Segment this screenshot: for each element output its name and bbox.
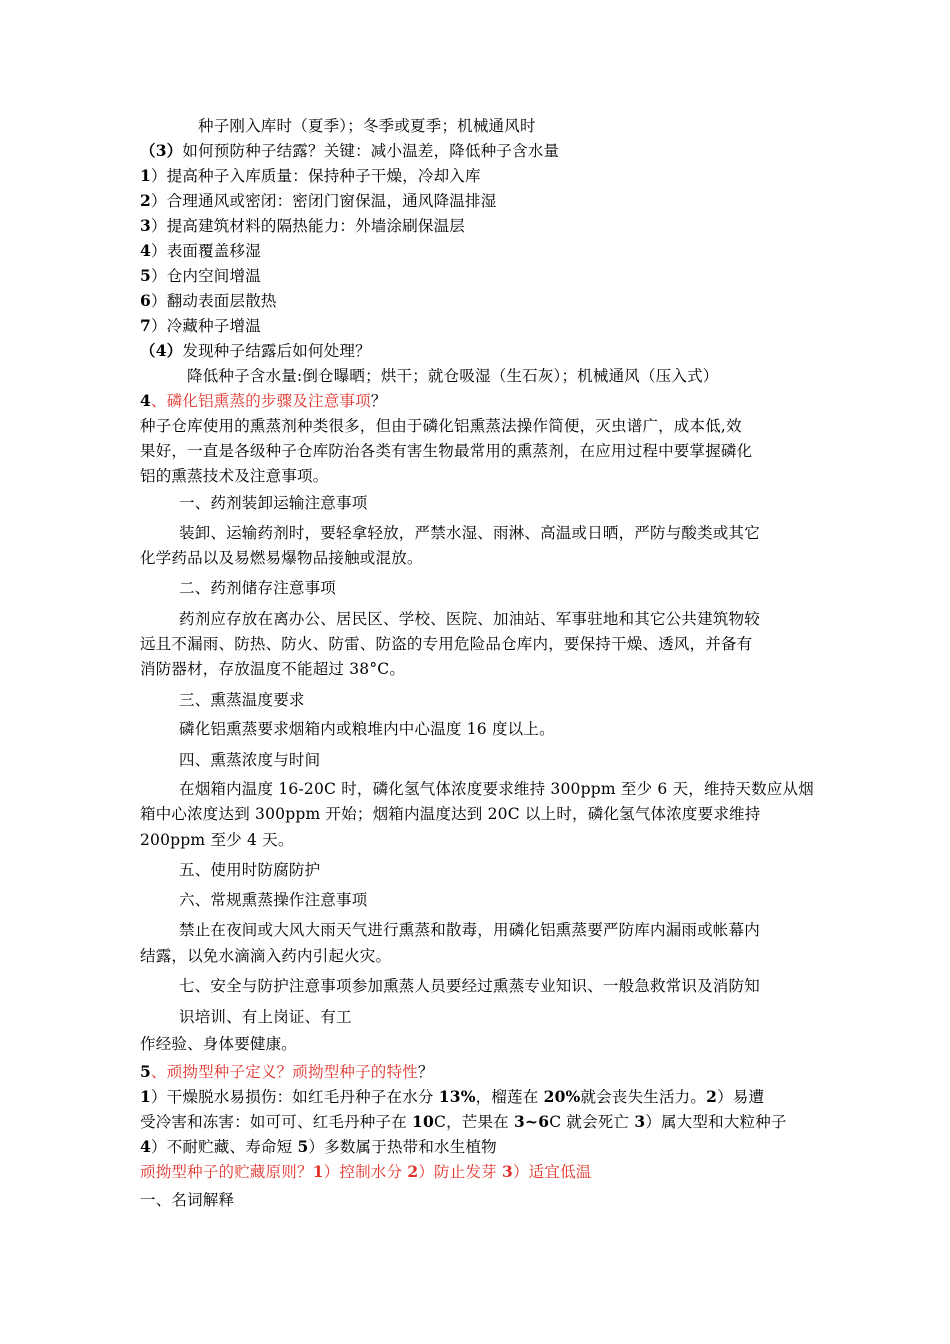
list-item (140, 164, 481, 188)
inline-text: C，芒果在 (434, 1113, 515, 1131)
inline-text: ）适宜低温 (512, 1163, 592, 1181)
paragraph-line (140, 1085, 764, 1109)
list-item-number: 5 (140, 266, 151, 285)
list-item-text: ）翻动表面层散热 (151, 292, 277, 310)
question-3-heading (140, 139, 559, 163)
inline-number: 2 (706, 1087, 718, 1106)
list-item (140, 189, 496, 213)
paragraph-line: 远且不漏雨、防热、防火、防雷、防盗的专用危险品仓库内，要保持干燥、透风，并备有 (140, 635, 753, 653)
subsection-heading: 五、使用时防腐防护 (179, 861, 321, 879)
subsection-heading: 一、药剂装卸运输注意事项 (179, 494, 368, 512)
paragraph-line: 果好，一直是各级种子仓库防治各类有害生物最常用的熏蒸剂，在应用过程中要掌握磷化 (140, 442, 753, 460)
inline-number: 10 (412, 1112, 435, 1131)
list-item-text: ）提高种子入库质量：保持种子干燥，冷却入库 (151, 167, 481, 185)
paragraph-line: 化学药品以及易燃易爆物品接触或混放。 (140, 549, 423, 567)
inline-text: ）易遭 (717, 1088, 765, 1106)
list-item (140, 239, 261, 263)
list-item (140, 314, 261, 338)
paragraph-line: 装卸、运输药剂时，要轻拿轻放，严禁水湿、雨淋、高温或日晒，严防与酸类或其它 (179, 524, 760, 542)
list-item-number: 1 (140, 166, 151, 185)
inline-text: ）属大型和大粒种子 (645, 1113, 787, 1131)
section-4-number: 4 (140, 391, 151, 410)
inline-text: ）不耐贮藏、寿命短 (151, 1138, 298, 1156)
inline-number: 1 (312, 1162, 324, 1181)
inline-text: ）防止发芽 (418, 1163, 502, 1181)
paragraph-line: 作经验、身体要健康。 (140, 1035, 298, 1053)
list-item-text: ）表面覆盖移湿 (151, 242, 261, 260)
subsection-heading: 六、常规熏蒸操作注意事项 (179, 891, 368, 909)
list-item (140, 264, 261, 288)
paragraph-line (140, 1110, 787, 1134)
next-section-heading: 一、名词解释 (140, 1191, 235, 1209)
list-item-number: 7 (140, 316, 151, 335)
inline-number: 5 (297, 1137, 309, 1156)
question-4-answer: 降低种子含水量:倒仓曝晒；烘干；就仓吸湿（生石灰）；机械通风（压入式） (187, 367, 719, 385)
list-item-number: 4 (140, 241, 151, 260)
inline-text: C 就会死亡 (549, 1113, 635, 1131)
inline-text: ）控制水分 (323, 1163, 408, 1181)
inline-number: 4 (140, 1137, 151, 1156)
subsection-heading: 四、熏蒸浓度与时间 (179, 751, 321, 769)
inline-number: 20% (543, 1087, 581, 1106)
inline-text: 顽拗型种子的贮藏原则？ (140, 1163, 313, 1181)
paragraph-line: 结露，以免水滴滴入药内引起火灾。 (140, 947, 392, 965)
paragraph-line: 磷化铝熏蒸要求烟箱内或粮堆内中心温度 16 度以上。 (179, 720, 555, 738)
section-5-title-end: ？ (417, 1063, 434, 1081)
inline-text: ，榴莲在 (475, 1088, 544, 1106)
paragraph-line: 种子仓库使用的熏蒸剂种类很多，但由于磷化铝熏蒸法操作简便，灭虫谱广，成本低,效 (140, 417, 742, 435)
list-item (140, 289, 277, 313)
list-item-text: ）仓内空间增温 (151, 267, 261, 285)
question-4-text: 发现种子结露后如何处理？ (182, 342, 371, 360)
question-3-text: 如何预防种子结露？关键：减小温差，降低种子含水量 (182, 142, 560, 160)
subsection-heading: 三、熏蒸温度要求 (179, 691, 305, 709)
list-item-text: ）冷藏种子增温 (151, 317, 261, 335)
inline-number: 2 (407, 1162, 419, 1181)
inline-number: 3 (501, 1162, 513, 1181)
inline-text: 受冷害和冻害：如可可、红毛丹种子在 (140, 1113, 413, 1131)
subsection-heading: 七、安全与防护注意事项参加熏蒸人员要经过熏蒸专业知识、一般急救常识及消防知 (179, 977, 760, 995)
section-5-number: 5 (140, 1062, 151, 1081)
paragraph-line: 箱中心浓度达到 300ppm 开始；烟箱内温度达到 20C 以上时，磷化氢气体浓度要求维持 (140, 805, 761, 823)
inline-number: 1 (140, 1087, 151, 1106)
inline-number: 3~6 (514, 1112, 550, 1131)
paragraph-line (140, 1135, 497, 1159)
paragraph-line: 铝的熏蒸技术及注意事项。 (140, 467, 329, 485)
inline-text: ）多数属于热带和水生植物 (308, 1138, 497, 1156)
paragraph-line: 在烟箱内温度 16-20C 时，磷化氢气体浓度要求维持 300ppm 至少 6 天，维持天数应从烟 (179, 780, 814, 798)
paragraph-line: 禁止在夜间或大风大雨天气进行熏蒸和散毒，用磷化铝熏蒸要严防库内漏雨或帐幕内 (179, 921, 760, 939)
list-item-number: 2 (140, 191, 151, 210)
paragraph-line: 药剂应存放在离办公、居民区、学校、医院、加油站、军事驻地和其它公共建筑物较 (179, 610, 760, 628)
paragraph-line: 消防器材，存放温度不能超过 38°C。 (140, 660, 406, 678)
inline-number: 3 (634, 1112, 646, 1131)
question-3-number: （3） (140, 141, 183, 160)
section-5-heading (140, 1060, 434, 1084)
list-item (140, 214, 465, 238)
section-4-title-end: ？ (370, 392, 387, 410)
section-4-title: 、磷化铝熏蒸的步骤及注意事项 (151, 392, 371, 410)
list-item-text: ）合理通风或密闭：密闭门窗保温，通风降温排湿 (151, 192, 497, 210)
storage-principle-line (140, 1160, 592, 1184)
list-item-number: 3 (140, 216, 151, 235)
storage-times-line: 种子刚入库时（夏季）；冬季或夏季；机械通风时 (198, 117, 536, 135)
list-item-text: ）提高建筑材料的隔热能力：外墙涂刷保温层 (151, 217, 466, 235)
inline-number: 13% (438, 1087, 476, 1106)
list-item-number: 6 (140, 291, 151, 310)
section-5-title: 、顽拗型种子定义？顽拗型种子的特性 (151, 1063, 418, 1081)
paragraph-line: 200ppm 至少 4 天。 (140, 831, 294, 849)
inline-text: ）干燥脱水易损伤：如红毛丹种子在水分 (151, 1088, 439, 1106)
inline-text: 就会丧失生活力。 (580, 1088, 707, 1106)
question-4-heading (140, 339, 371, 363)
paragraph-line: 识培训、有上岗证、有工 (179, 1008, 352, 1026)
question-4-number: （4） (140, 341, 183, 360)
section-4-heading (140, 389, 387, 413)
subsection-heading: 二、药剂储存注意事项 (179, 579, 337, 597)
